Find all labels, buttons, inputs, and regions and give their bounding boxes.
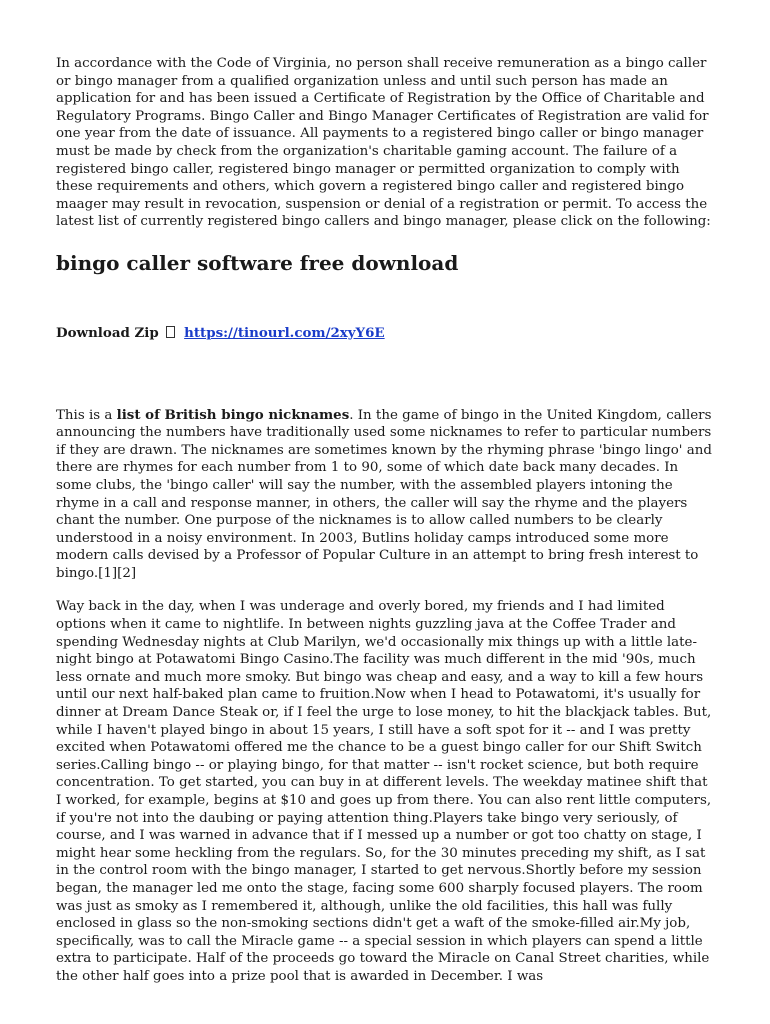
page-heading: bingo caller software free download [56, 250, 459, 275]
missing-glyph-icon [166, 326, 175, 338]
download-row [56, 325, 716, 343]
intro-paragraph: In accordance with the Code of Virginia, no person shall receive remuneration as a bingo caller or bingo manager from a qualified organization unless and until such person has made an application for and has been issued a Certificate of Registration by the Office of Charitable and Regulatory Programs. Bingo Caller and Bingo Manager Certificates of Registration are valid for one year from the date of issuance. All payments to a registered bingo caller or bingo manager must be made by check from the organization's charitable gaming account. The failure of a registered bingo caller, registered bingo manager or permitted organization to comply with these requirements and others, which govern a registered bingo caller and registered bingo maager may result in revocation, suspension or denial of a registration or permit. To access the latest list of currently registered bingo callers and bingo manager, please click on the following: [56, 56, 711, 230]
document-page [56, 55, 716, 986]
nicknames-paragraph [56, 407, 716, 583]
nicknames-prefix: This is a [56, 407, 117, 423]
download-link[interactable]: https://tinourl.com/2xyY6E [184, 324, 385, 341]
download-label: Download Zip [56, 324, 159, 341]
nicknames-rest: . In the game of bingo in the United Kingdom, callers announcing the numbers have traditionally used some nicknames to refer to particular numbers if they are drawn. The nicknames are sometimes known by the rhyming phrase 'bingo lingo' and there are rhymes for each number from 1 to 90, some of which date back many decades. In some clubs, the 'bingo caller' will say the number, with the assembled players intoning the rhyme in a call and response manner, in others, the caller will say the rhyme and the players chant the number. One purpose of the nicknames is to allow called numbers to be clearly understood in a noisy environment. In 2003, Butlins holiday camps introduced some more modern calls devised by a Professor of Popular Culture in an attempt to bring fresh interest to bingo.[1][2] [56, 407, 712, 581]
story-paragraph: Way back in the day, when I was underage and overly bored, my friends and I had limited options when it came to nightlife. In between nights guzzling java at the Coffee Trader and spending Wednesday nights at Club Marilyn, we'd occasionally mix things up with a little late-night bingo at Potawatomi Bingo Casino.The facility was much different in the mid '90s, much less ornate and much more smoky. But bingo was cheap and easy, and a way to kill a few hours until our next half-baked plan came to fruition.Now when I head to Potawatomi, it's usually for dinner at Dream Dance Steak or, if I feel the urge to lose money, to hit the blackjack tables. But, while I haven't played bingo in about 15 years, I still have a soft spot for it -- and I was pretty excited when Potawatomi offered me the chance to be a guest bingo caller for our Shift Switch series.Calling bingo -- or playing bingo, for that matter -- isn't rocket science, but both require concentration. To get started, you can buy in at different levels. The weekday matinee shift that I worked, for example, begins at $10 and goes up from there. You can also rent little computers, if you're not into the daubing or paying attention thing.Players take bingo very seriously, of course, and I was warned in advance that if I messed up a number or got too chatty on stage, I might hear some heckling from the regulars. So, for the 30 minutes preceding my shift, as I sat in the control room with the bingo manager, I started to get nervous.Shortly before my session began, the manager led me onto the stage, facing some 600 sharply focused players. The room was just as smoky as I remembered it, although, unlike the old facilities, this hall was fully enclosed in glass so the non-smoking sections didn't get a waft of the smoke-filled air.My job, specifically, was to call the Miracle game -- a special session in which players can spend a little extra to participate. Half of the proceeds go toward the Miracle on Canal Street charities, while the other half goes into a prize pool that is awarded in December. I was [56, 599, 712, 984]
nicknames-bold-phrase: list of British bingo nicknames [116, 406, 350, 423]
